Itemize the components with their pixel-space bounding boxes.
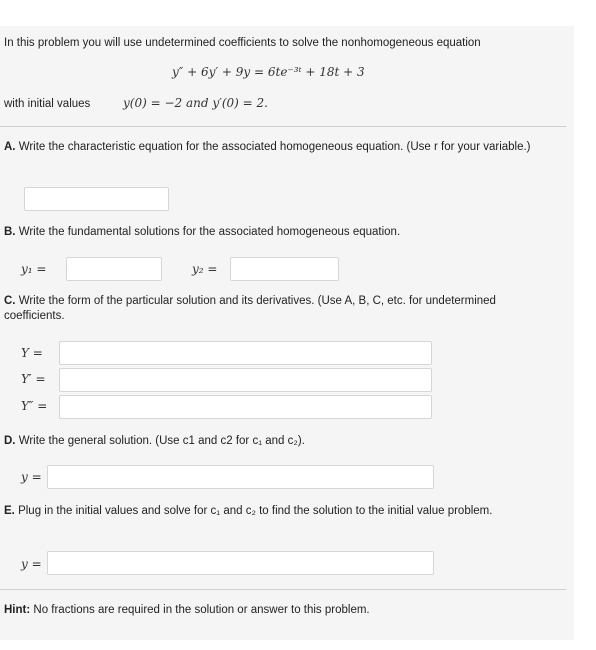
general-solution-input[interactable] xyxy=(47,465,434,489)
y2-label: y₂ = xyxy=(192,262,218,276)
part-a-label: A. xyxy=(4,141,16,153)
y1-label: y₁ = xyxy=(21,262,47,276)
Y-double-prime-input[interactable] xyxy=(59,395,432,419)
part-d-label: D. xyxy=(4,435,16,447)
Y-label: Y = xyxy=(21,346,43,360)
general-solution-label: y = xyxy=(21,470,42,484)
intro-text: In this problem you will use undetermined coefficients to solve the nonhomogeneous equation xyxy=(4,37,481,49)
part-c-text: Write the form of the particular solution and its derivatives. (Use A, B, C, etc. for undetermined coefficients. xyxy=(4,295,496,322)
ivp-solution-label: y = xyxy=(21,557,42,571)
divider-hint xyxy=(0,589,566,590)
initial-values: y(0) = −2 and y′(0) = 2. xyxy=(123,96,268,110)
part-e-label: E. xyxy=(4,505,15,517)
part-b-prompt xyxy=(4,225,400,240)
equation: y″ + 6y′ + 9y = 6te⁻³ᵗ + 18t + 3 xyxy=(172,65,365,79)
y1-input[interactable] xyxy=(66,257,162,281)
Y-prime-input[interactable] xyxy=(59,368,432,392)
y2-input[interactable] xyxy=(230,257,339,281)
ivp-solution-input[interactable] xyxy=(47,551,434,575)
part-c-label: C. xyxy=(4,295,16,307)
Y-input[interactable] xyxy=(59,341,432,365)
hint-text: No fractions are required in the solution or answer to this problem. xyxy=(33,604,370,616)
part-d-prompt xyxy=(4,434,305,449)
part-a-text: Write the characteristic equation for the associated homogeneous equation. (Use r for your variable.) xyxy=(18,141,531,153)
part-b-text: Write the fundamental solutions for the associated homogeneous equation. xyxy=(18,226,401,238)
Y-double-prime-label: Y″ = xyxy=(21,399,48,413)
hint-label: Hint: xyxy=(4,604,31,616)
initial-values-prefix: with initial values xyxy=(4,98,91,110)
part-c-prompt xyxy=(4,294,524,324)
Y-prime-label: Y′ = xyxy=(21,372,46,386)
hint xyxy=(4,603,370,618)
part-d-text: Write the general solution. (Use c1 and c2 for c₁ and c₂). xyxy=(18,435,305,447)
problem-card xyxy=(0,26,574,640)
part-b-label: B. xyxy=(4,226,16,238)
divider xyxy=(0,126,566,127)
characteristic-equation-input[interactable] xyxy=(24,187,169,211)
part-a-prompt xyxy=(4,140,566,155)
part-e-prompt xyxy=(4,504,544,519)
part-e-text: Plug in the initial values and solve for c₁ and c₂ to find the solution to the initial value problem. xyxy=(18,505,493,517)
